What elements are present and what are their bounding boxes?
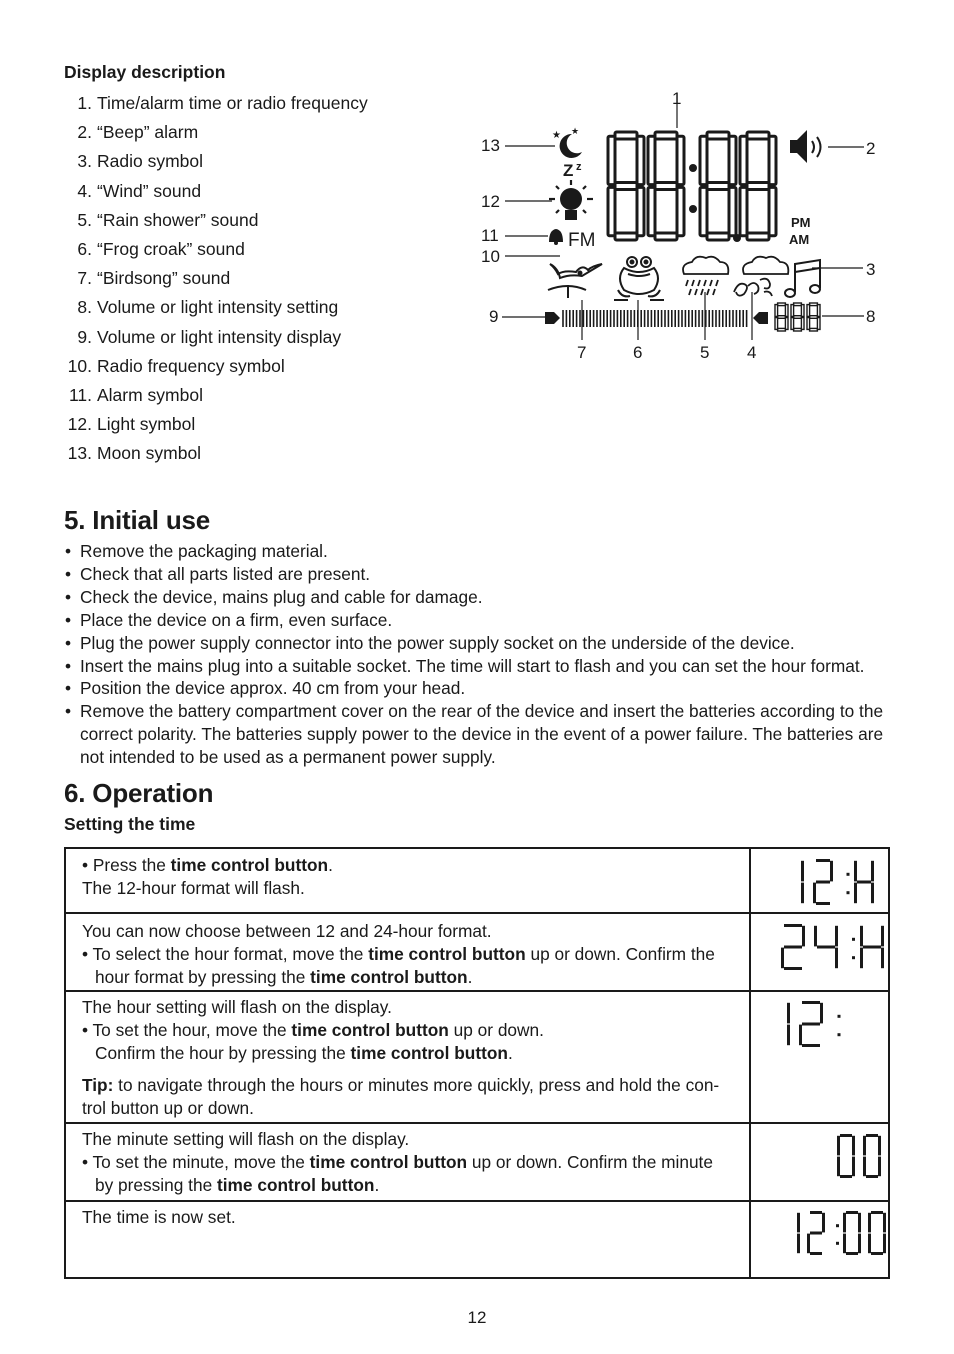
seven-segment-readout [751,849,887,913]
lcd-display-minutes [750,1123,889,1201]
lcd-segment [854,883,857,904]
lcd-segment [747,183,769,190]
list-item: • Remove the packaging material. [64,540,894,563]
description-item-text: Light symbol [97,414,196,435]
wind-icon [734,257,788,296]
colon-dot [837,1033,840,1036]
callout-13: 13 [481,136,500,155]
lcd-segment [700,187,707,235]
lcd-segment [835,926,838,947]
lcd-segment [857,881,871,884]
lcd-segment [871,883,874,904]
sleep-zz-icon [563,161,582,180]
lcd-segment [846,1211,858,1214]
table-row [65,848,889,913]
callout-3: 3 [866,260,876,279]
lcd-segment [740,187,747,235]
lcd-segment [785,305,788,317]
description-item-text: “Birdsong” sound [97,268,231,289]
alarm-bell-icon [549,229,563,245]
lcd-segment [769,136,776,184]
pm-label: PM [791,215,811,230]
lcd-segment [794,303,802,306]
description-item [64,89,368,118]
lcd-segment [740,136,747,184]
lcd-segment [810,328,818,331]
description-item-number: 3. [77,151,92,172]
lcd-segment [820,1003,823,1024]
lcd-segment [860,948,863,969]
lcd-segment [802,926,805,947]
seven-segment-readout [751,992,887,1122]
lcd-segment [813,883,816,904]
lcd-segment [810,1252,822,1255]
description-item [64,206,368,235]
lcd-segment [791,305,794,317]
step-text: The minute setting will flash on the display. • To set the minute, move the time control button up or down. Confirm the minute by pressing the time control button. [65,1123,750,1201]
lcd-segment [781,948,784,969]
lcd-segment [802,1023,820,1026]
frog-croak-icon [614,257,664,300]
callout-9: 9 [489,307,499,326]
lcd-segment [810,1211,822,1214]
callout-2: 2 [866,139,876,158]
lcd-segment [778,316,786,319]
lcd-segment [608,136,615,184]
beep-alarm-speaker-icon [790,130,821,163]
radio-music-note-icon [785,260,820,297]
lcd-segment [816,881,830,884]
lcd-display-24h [750,913,889,991]
lcd-segment [837,1136,840,1156]
lcd-segment [648,136,655,184]
seven-segment-readout [751,1124,887,1200]
lcd-display-diagram [470,86,890,366]
lcd-segment [810,303,818,306]
lcd-segment [837,1157,840,1177]
callout-1: 1 [672,89,682,108]
table-row [65,991,889,1123]
page-number: 12 [467,1308,487,1327]
lcd-segment [854,861,857,882]
lcd-segment [747,233,769,240]
svg-text:z: z [576,161,582,173]
colon-dot [852,938,855,941]
lcd-segment [637,187,644,235]
lcd-segment [677,136,684,184]
moon-icon [552,126,582,158]
colon-dot [846,891,849,894]
description-item-number: 1. [77,93,92,113]
lcd-segment [747,132,769,139]
lcd-segment [866,1175,878,1178]
lcd-segment [707,233,729,240]
lcd-segment [615,183,637,190]
lcd-segment [863,1136,866,1156]
lcd-segment [637,136,644,184]
lcd-segment [866,1134,878,1137]
lcd-segment [707,183,729,190]
lcd-segment [794,316,802,319]
lcd-segment [802,1001,820,1004]
lcd-segment [881,948,884,969]
rain-shower-icon [683,257,728,295]
description-item-number: 9. [77,326,92,347]
level-bar [545,310,768,327]
description-item [64,118,368,147]
callout-7: 7 [577,343,587,362]
description-item-number: 11. [68,384,92,405]
callout-11: 11 [481,226,499,245]
table-row [65,1123,889,1201]
table-row [65,1201,889,1278]
description-item [64,439,368,468]
setting-time-table [64,847,890,1279]
step-text: • Press the time control button. The 12-hour format will flash. [65,848,750,913]
lcd-segment [787,1003,790,1024]
seven-segment-readout [751,1202,887,1277]
lcd-segment [784,946,802,949]
lcd-segment [840,1134,852,1137]
description-item-text: “Beep” alarm [97,122,199,143]
description-item [64,235,368,264]
step-text: You can now choose between 12 and 24-hour format. • To select the hour format, move the time control button up or down. Confirm the hour format by pressing the time control button. [65,913,750,991]
lcd-segment [871,861,874,882]
svg-text:★: ★ [552,130,561,141]
lcd-segment [830,861,833,882]
description-item-number: 8. [77,297,92,318]
lcd-segment [868,1213,871,1233]
lcd-segment [863,1157,866,1177]
lcd-segment [852,1136,855,1156]
lcd-display-time-set [750,1201,889,1278]
description-item-number: 13. [67,443,92,464]
colon-dot [852,956,855,959]
lcd-segment [797,1213,800,1233]
level-right-arrow-icon [753,312,768,324]
lcd-segment [817,318,820,330]
lcd-segment [871,1252,883,1255]
lcd-segment [868,1234,871,1254]
lcd-segment [648,187,655,235]
lcd-segment [843,1213,846,1233]
callout-12: 12 [481,192,500,211]
lcd-segment [801,883,804,904]
lcd-segment [784,924,802,927]
list-item: • Check the device, mains plug and cable for damage. [64,586,894,609]
time-digits [608,132,776,240]
lcd-segment [883,1234,886,1254]
lcd-segment [878,1136,881,1156]
description-item-number: 2. [77,122,92,143]
description-item-number: 5. [77,209,92,230]
callout-8: 8 [866,307,876,326]
lcd-segment [794,328,802,331]
lcd-segment [655,132,677,139]
description-item [64,410,368,439]
description-item-number: 10. [67,355,92,376]
list-item: • Position the device approx. 40 cm from your head. [64,677,894,700]
lcd-segment [807,305,810,317]
description-item [64,264,368,293]
lcd-segment [846,1252,858,1255]
am-label: AM [789,232,810,247]
description-item-text: Radio frequency symbol [97,355,285,376]
lcd-segment [881,926,884,947]
lcd-segment [729,187,736,235]
callout-10: 10 [481,247,500,266]
lcd-segment [787,1025,790,1046]
lcd-segment [785,318,788,330]
lcd-segment [817,305,820,317]
lcd-segment [608,187,615,235]
lcd-segment [810,1232,822,1235]
lcd-segment [729,136,736,184]
light-bulb-icon [549,180,593,220]
lcd-segment [799,1025,802,1046]
list-item: • Insert the mains plug into a suitable socket. The time will start to flash and you can set the hour format. [64,655,894,678]
lcd-segment [816,859,830,862]
description-item-text: “Wind” sound [97,180,202,201]
description-item-text: Moon symbol [97,443,202,464]
description-item-text: “Rain shower” sound [97,209,259,230]
description-item [64,293,368,322]
description-item-text: Volume or light intensity display [97,326,342,347]
list-item: • Remove the battery compartment cover on the rear of the device and insert the batteries according to the correct polarity. The batteries supply power to the device in the event of a power failure. The batteries are not intended to be used as a permanent power supply. [64,700,894,769]
colon-dot [846,873,849,876]
lcd-segment [816,902,830,905]
description-item [64,381,368,410]
lcd-segment [707,132,729,139]
setting-time-subheading: Setting the time [64,814,196,834]
callout-5: 5 [700,343,710,362]
description-item [64,352,368,381]
lcd-segment [775,305,778,317]
lcd-segment [863,946,881,949]
initial-use-heading: 5. Initial use [64,505,211,535]
seven-segment-readout [751,914,887,990]
level-left-arrow-icon [545,312,560,324]
colon-dot [836,1224,839,1227]
lcd-segment [801,861,804,882]
description-item-text: Alarm symbol [97,384,203,405]
description-item [64,177,368,206]
level-digits [775,303,820,331]
display-description-list [64,89,368,468]
callout-6: 6 [633,343,643,362]
step-text: The time is now set. [65,1201,750,1278]
birdsong-icon [548,264,602,298]
description-item-text: “Frog croak” sound [97,238,245,259]
svg-text:Z: Z [563,161,574,180]
lcd-segment [655,233,677,240]
initial-use-list [64,540,894,769]
lcd-segment [858,1234,861,1254]
lcd-segment [655,183,677,190]
description-item-text: Volume or light intensity setting [97,297,339,318]
lcd-segment [784,967,802,970]
display-description-heading: Display description [64,62,226,82]
lcd-segment [843,1234,846,1254]
lcd-segment [883,1213,886,1233]
lcd-segment [677,187,684,235]
lcd-segment [802,1044,820,1047]
lcd-segment [810,316,818,319]
callout-4: 4 [747,343,757,362]
fm-symbol: FM [568,230,596,251]
colon-dot [836,1242,839,1245]
lcd-segment [778,328,786,331]
lcd-segment [791,318,794,330]
lcd-segment [615,233,637,240]
lcd-segment [817,946,835,949]
description-item-text: Time/alarm time or radio frequency [97,93,368,113]
description-item-number: 6. [77,238,92,259]
colon-dot [837,1015,840,1018]
lcd-segment [852,1157,855,1177]
lcd-segment [822,1213,825,1233]
lcd-segment [615,132,637,139]
lcd-segment [778,303,786,306]
description-item-number: 4. [77,180,92,201]
lcd-segment [860,926,863,947]
description-item [64,147,368,176]
lcd-segment [858,1213,861,1233]
lcd-segment [775,318,778,330]
lcd-segment [769,187,776,235]
lcd-segment [814,926,817,947]
description-item-number: 7. [77,268,92,289]
lcd-segment [807,1234,810,1254]
lcd-segment [807,318,810,330]
description-item-text: Radio symbol [97,151,204,172]
operation-heading: 6. Operation [64,778,214,808]
table-row [65,913,889,991]
lcd-segment [878,1157,881,1177]
lcd-segment [700,136,707,184]
lcd-segment [797,1234,800,1254]
lcd-segment [801,305,804,317]
list-item: • Place the device on a firm, even surface. [64,609,894,632]
lcd-display-hour [750,991,889,1123]
lcd-segment [871,1211,883,1214]
description-item [64,323,368,352]
svg-text:★: ★ [571,126,580,136]
lcd-segment [835,948,838,969]
lcd-display-12h [750,848,889,913]
lcd-segment [840,1175,852,1178]
list-item: • Plug the power supply connector into the power supply socket on the underside of the device. [64,632,894,655]
lcd-segment [801,318,804,330]
list-item: • Check that all parts listed are present. [64,563,894,586]
description-item-number: 12. [67,414,92,435]
step-text: The hour setting will flash on the display. • To set the hour, move the time control button up or down. Confirm the hour by pressing the time control button. Tip: to navigate through the hours or minutes more quickly, press and hold the con-trol button up or down. [65,991,750,1123]
